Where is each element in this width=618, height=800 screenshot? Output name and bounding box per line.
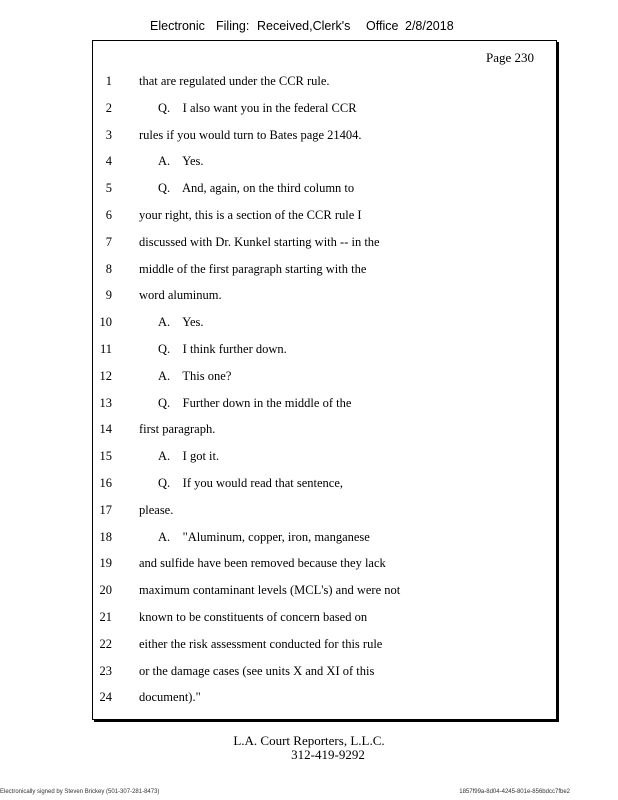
transcript-line	[0, 315, 560, 333]
line-text: A. Yes.	[158, 154, 204, 169]
line-text: rules if you would turn to Bates page 21404.	[139, 127, 362, 142]
document-id: 1857f99a-8d04-4245-801e-856bdcc7fbe2	[459, 789, 570, 795]
line-text: Q. I also want you in the federal CCR	[158, 100, 357, 115]
line-text: first paragraph.	[139, 422, 216, 437]
line-number: 20	[99, 583, 112, 598]
transcript-line	[0, 690, 560, 708]
transcript-line	[0, 476, 560, 494]
transcript-line	[0, 235, 560, 253]
line-text: known to be constituents of concern based on	[139, 610, 368, 624]
transcript-line	[0, 637, 560, 655]
line-number: 15	[99, 449, 112, 464]
transcript-line	[0, 74, 560, 92]
line-text: Q. Further down in the middle of the	[158, 395, 352, 410]
transcript-line	[0, 208, 560, 226]
line-text: either the risk assessment conducted for this rule	[139, 636, 383, 651]
page-number: Page 230	[485, 50, 534, 65]
filing-header	[0, 19, 618, 37]
transcript-line	[0, 449, 560, 467]
line-text: word aluminum.	[139, 288, 222, 303]
line-text: please.	[139, 502, 174, 517]
transcript-line	[0, 610, 560, 628]
header-received: Received,Clerk's	[257, 19, 351, 33]
transcript-line	[0, 342, 560, 360]
line-number: 7	[105, 234, 112, 249]
line-number: 18	[99, 529, 112, 544]
line-number: 3	[105, 127, 112, 142]
line-number: 11	[99, 342, 112, 356]
line-number: 19	[99, 556, 112, 571]
transcript-line	[0, 422, 560, 440]
line-text: A. I got it.	[158, 449, 220, 464]
line-number: 21	[99, 610, 112, 624]
electronic-signature: Electronically signed by Steven Brickey (501-307-281-8473)	[0, 789, 160, 795]
line-number: 14	[99, 422, 112, 437]
header-filing: Filing:	[216, 19, 250, 33]
line-number: 16	[99, 476, 112, 490]
line-text: maximum contaminant levels (MCL's) and were not	[139, 583, 401, 598]
header-office: Office	[366, 19, 399, 33]
transcript-line	[0, 154, 560, 172]
line-text: middle of the first paragraph starting with the	[139, 261, 367, 276]
header-date: 2/8/2018	[405, 19, 454, 33]
line-text: your right, this is a section of the CCR rule I	[139, 208, 362, 222]
line-text: A. "Aluminum, copper, iron, manganese	[158, 529, 370, 544]
transcript-line	[0, 262, 560, 280]
transcript-line	[0, 181, 560, 199]
line-text: A. Yes.	[158, 315, 204, 330]
header-electronic: Electronic	[150, 19, 205, 33]
line-text: Q. I think further down.	[158, 342, 287, 356]
line-number: 8	[105, 261, 112, 276]
transcript-line	[0, 530, 560, 548]
line-number: 17	[99, 502, 112, 517]
reporter-company: L.A. Court Reporters, L.L.C.	[233, 733, 385, 748]
transcript-line	[0, 503, 560, 521]
transcript-line	[0, 128, 560, 146]
line-text: document)."	[139, 690, 201, 705]
line-number: 4	[105, 154, 112, 169]
line-number: 24	[99, 690, 112, 705]
footer	[0, 734, 618, 762]
transcript-line	[0, 583, 560, 601]
line-number: 13	[99, 395, 112, 410]
transcript-line	[0, 369, 560, 387]
line-text: and sulfide have been removed because they lack	[139, 556, 386, 571]
line-number: 5	[105, 181, 112, 196]
transcript-line	[0, 101, 560, 119]
line-number: 2	[105, 100, 112, 115]
reporter-phone: 312-419-9292	[291, 747, 365, 762]
line-number: 9	[105, 288, 112, 303]
line-number: 6	[105, 208, 112, 222]
line-text: A. This one?	[158, 368, 232, 383]
transcript-line	[0, 664, 560, 682]
transcript-line	[0, 396, 560, 414]
line-text: discussed with Dr. Kunkel starting with -- in the	[139, 234, 380, 249]
line-number: 1	[105, 74, 112, 88]
transcript-line	[0, 288, 560, 306]
line-number: 10	[99, 315, 112, 330]
line-number: 12	[99, 368, 112, 383]
line-number: 22	[99, 636, 112, 651]
transcript-line	[0, 556, 560, 574]
line-text: that are regulated under the CCR rule.	[139, 74, 330, 88]
line-text: Q. If you would read that sentence,	[158, 476, 344, 490]
line-text: Q. And, again, on the third column to	[158, 181, 355, 196]
line-text: or the damage cases (see units X and XI of this	[139, 663, 375, 678]
line-number: 23	[99, 663, 112, 678]
